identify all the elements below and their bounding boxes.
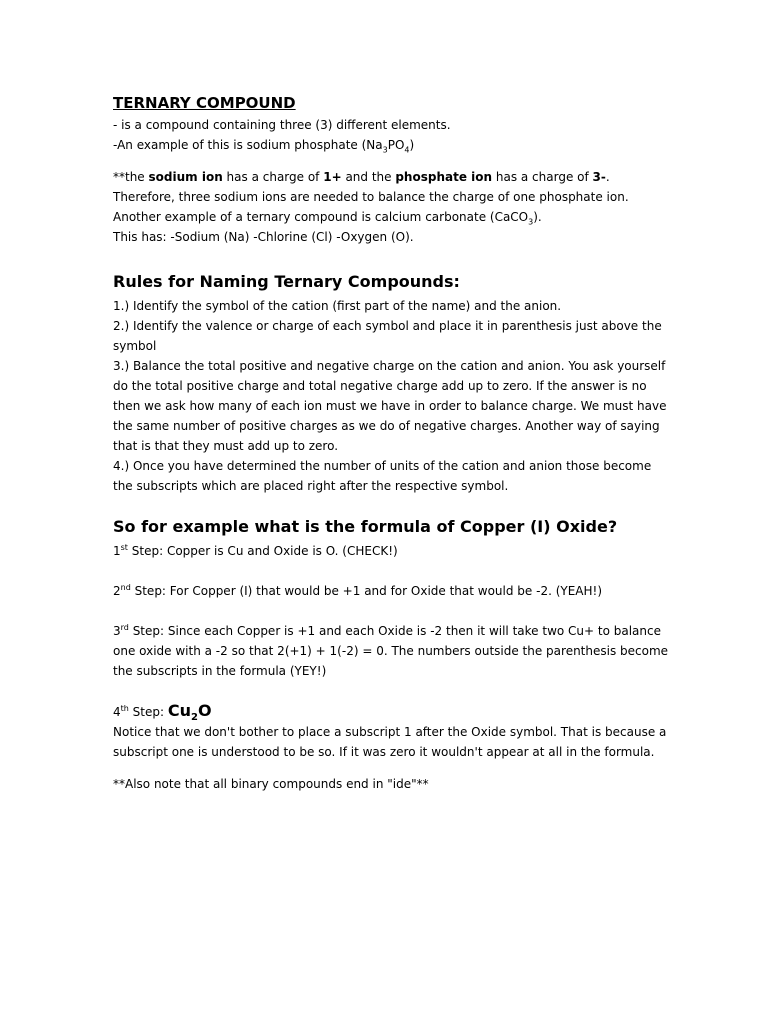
step-4 (113, 701, 673, 722)
subscript: 3 (528, 217, 534, 227)
note-text: has a charge of (222, 170, 324, 184)
step-2 (113, 581, 673, 601)
formula-part: Cu (167, 701, 191, 720)
binary-note: **Also note that all binary compounds end in "ide"** (113, 777, 429, 791)
subscript: 3 (382, 145, 388, 155)
example-text: PO (387, 138, 405, 152)
note-bold: 3- (592, 170, 606, 184)
note-text: has a charge of (492, 170, 593, 184)
ordinal-suffix: st (120, 543, 128, 552)
formula-subscript: 2 (191, 712, 198, 724)
rule-2: 2.) Identify the valence or charge of each symbol and place it in parenthesis just above the symbol (113, 319, 662, 353)
ternary-definition: - is a compound containing three (3) different elements. (113, 118, 451, 132)
ternary-example (113, 135, 673, 155)
example-heading: So for example what is the formula of Copper (I) Oxide? (113, 517, 618, 536)
step-text: Step: Since each Copper is +1 and each Oxide is -2 then it will take two Cu+ to balance one oxide with a -2 so that 2(+1) + 1(-2) = 0. The numbers outside the parenthesis become the subscripts in the formula (YEY!) (113, 624, 669, 678)
charge-note (113, 167, 673, 187)
note-text: and the (341, 170, 396, 184)
another-text: Another example of a ternary compound is calcium carbonate (CaCO (113, 210, 529, 224)
another-text: ). (533, 210, 542, 224)
rules-heading: Rules for Naming Ternary Compounds: (113, 272, 460, 291)
step-text: Step: For Copper (I) that would be +1 and for Oxide that would be -2. (YEAH!) (130, 584, 603, 598)
rule-4: 4.) Once you have determined the number of units of the cation and anion those become the subscripts which are placed right after the respective symbol. (113, 459, 652, 493)
another-example (113, 207, 673, 227)
step-number: 1 (113, 544, 121, 558)
rule-3: 3.) Balance the total positive and negative charge on the cation and anion. You ask yourself do the total positive charge and total negative charge add up to zero. If the answer is no then we ask how many of each ion must we have in order to balance charge. We must have the same number of positive charges as we do of negative charges. Another way of saying that is that they must add up to zero. (113, 359, 667, 453)
example-text: -An example of this is sodium phosphate (Na (113, 138, 383, 152)
document-page (113, 94, 673, 794)
example-text: ) (409, 138, 415, 152)
formula-part: O (197, 701, 212, 720)
note-bold: phosphate ion (395, 170, 493, 184)
rule-1: 1.) Identify the symbol of the cation (first part of the name) and the anion. (113, 299, 562, 313)
step-text: Step: Copper is Cu and Oxide is O. (CHECK!) (127, 544, 398, 558)
step-text: Step: (128, 705, 168, 719)
subscript: 4 (404, 145, 410, 155)
step-number: 2 (113, 584, 121, 598)
step-number: 4 (113, 705, 121, 719)
step-1 (113, 541, 673, 561)
note-text: **the (113, 170, 149, 184)
step-3 (113, 621, 673, 681)
note-bold: 1+ (323, 170, 342, 184)
note-bold: sodium ion (148, 170, 223, 184)
ordinal-suffix: th (120, 704, 129, 713)
note-text: . (605, 170, 610, 184)
this-has-line: This has: -Sodium (Na) -Chlorine (Cl) -Oxygen (O). (113, 230, 414, 244)
ordinal-suffix: nd (120, 583, 131, 592)
therefore-line: Therefore, three sodium ions are needed to balance the charge of one phosphate ion. (113, 190, 629, 204)
ternary-title: TERNARY COMPOUND (113, 94, 296, 112)
cu2o-formula (167, 701, 212, 724)
notice-paragraph: Notice that we don't bother to place a subscript 1 after the Oxide symbol. That is because a subscript one is understood to be so. If it was zero it wouldn't appear at all in the formula. (113, 725, 667, 759)
ordinal-suffix: rd (120, 623, 129, 632)
step-number: 3 (113, 624, 121, 638)
